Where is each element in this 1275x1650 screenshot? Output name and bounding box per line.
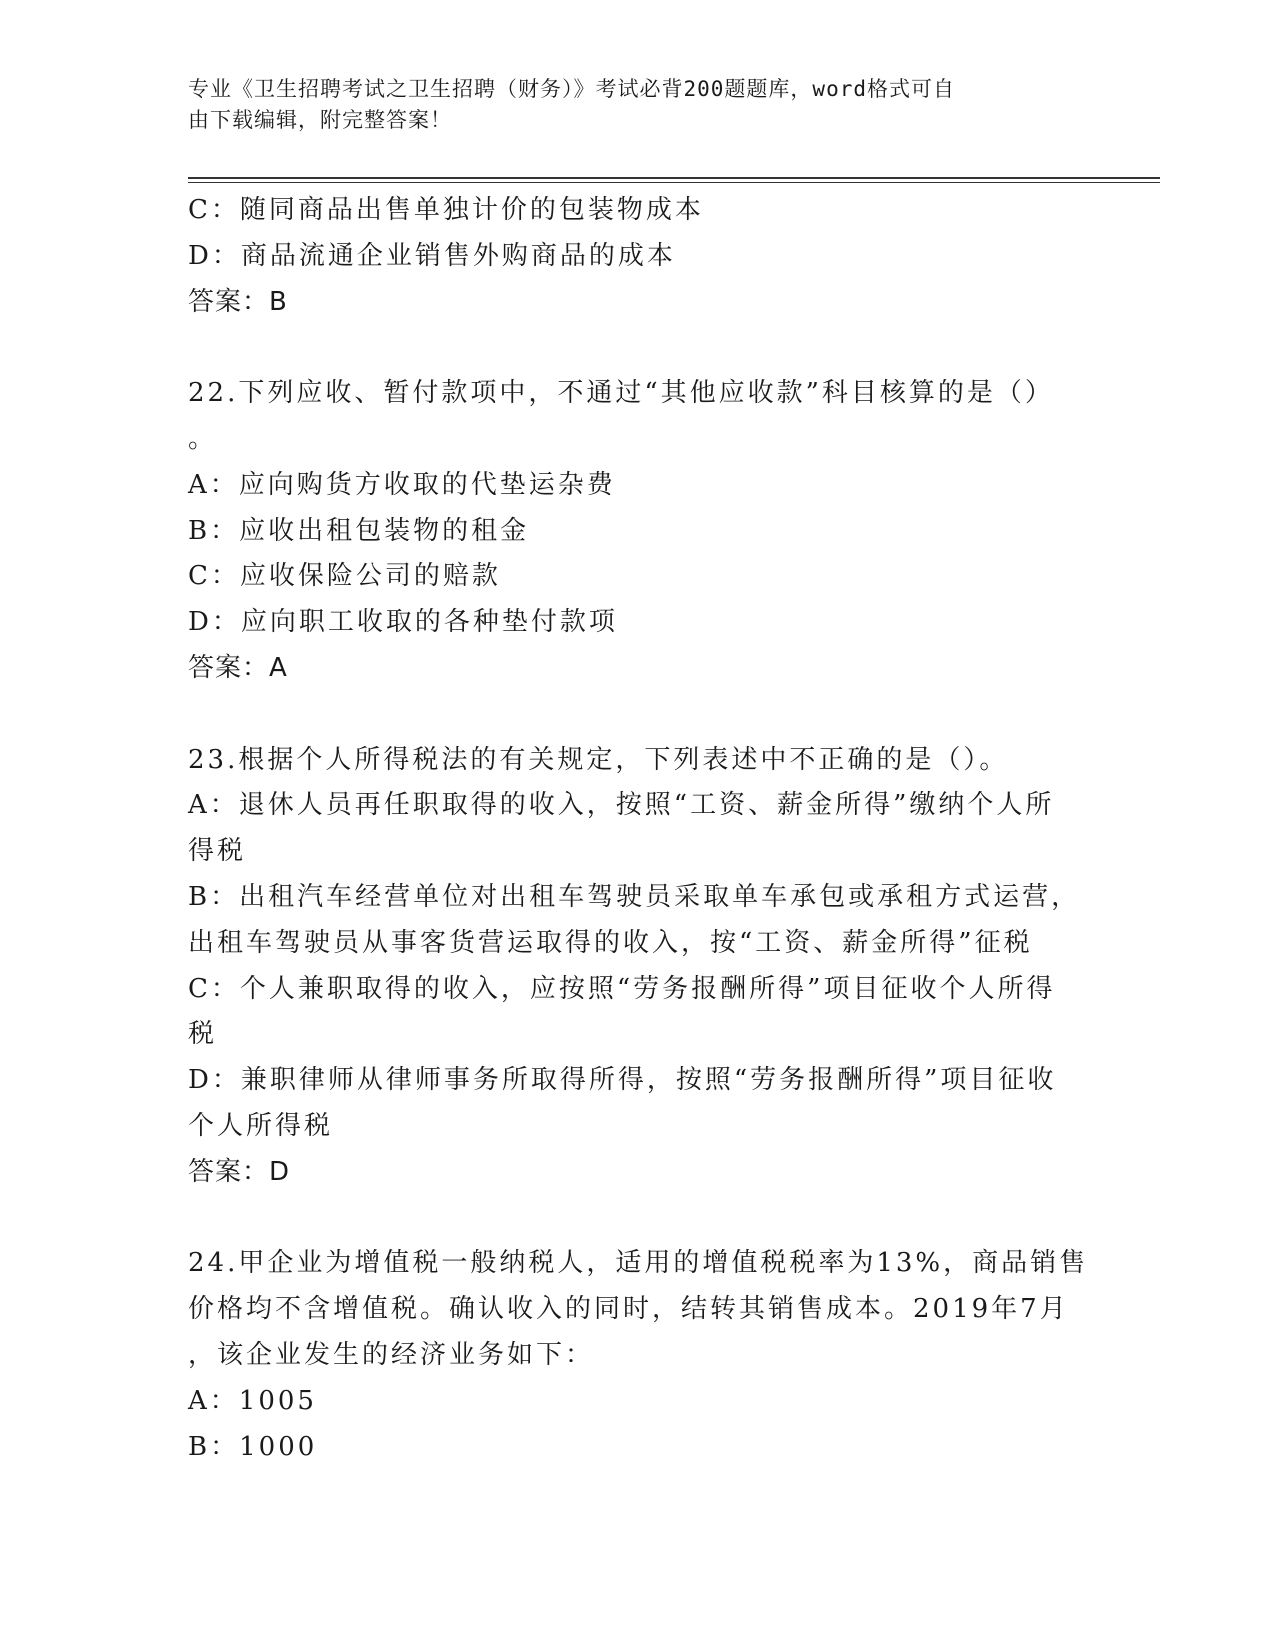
q22-option-b: B：应收出租包装物的租金 bbox=[188, 515, 530, 546]
q22-option-c: C：应收保险公司的赔款 bbox=[188, 561, 501, 592]
header-line-1: 专业《卫生招聘考试之卫生招聘（财务）》考试必背200题题库，word格式可自 bbox=[188, 77, 955, 101]
q23-option-d-line-2: 个人所得税 bbox=[188, 1110, 334, 1141]
header-divider-thin bbox=[188, 182, 1160, 183]
q23-option-b-line-2: 出租车驾驶员从事客货营运取得的收入，按“工资、薪金所得”征税 bbox=[188, 927, 1033, 958]
q21-option-c: C：随同商品出售单独计价的包装物成本 bbox=[188, 195, 704, 225]
q24-stem-line-3: ，该企业发生的经济业务如下： bbox=[188, 1339, 595, 1370]
q21-option-d: D：商品流通企业销售外购商品的成本 bbox=[188, 240, 676, 271]
q21-answer: 答案：B bbox=[188, 286, 288, 317]
q22-answer: 答案：A bbox=[188, 652, 288, 683]
q24-stem-line-1: 24.甲企业为增值税一般纳税人，适用的增值税税率为13%，商品销售 bbox=[188, 1248, 1089, 1279]
q24-option-b: B：1000 bbox=[188, 1431, 318, 1462]
header-divider-thick bbox=[188, 177, 1160, 179]
header-line-2: 由下载编辑，附完整答案！ bbox=[188, 108, 452, 132]
q23-option-d-line-1: D：兼职律师从律师事务所取得所得，按照“劳务报酬所得”项目征收 bbox=[188, 1065, 1057, 1096]
q23-option-a-line-1: A：退休人员再任职取得的收入，按照“工资、薪金所得”缴纳个人所 bbox=[188, 790, 1055, 821]
q24-option-a: A：1005 bbox=[188, 1385, 317, 1416]
q23-stem: 23.根据个人所得税法的有关规定，下列表述中不正确的是（）。 bbox=[188, 744, 1009, 775]
q23-option-c-line-2: 税 bbox=[188, 1019, 218, 1050]
document-body bbox=[188, 188, 1088, 1470]
q23-option-c-line-1: C：个人兼职取得的收入，应按照“劳务报酬所得”项目征收个人所得 bbox=[188, 973, 1056, 1004]
q23-option-b-line-1: B：出租汽车经营单位对出租车驾驶员采取单车承包或承租方式运营， bbox=[188, 881, 1081, 912]
q23-option-a-line-2: 得税 bbox=[188, 836, 247, 867]
spacer bbox=[188, 325, 1088, 371]
q22-stem-line-2: 。 bbox=[188, 423, 218, 454]
q23-answer: 答案：D bbox=[188, 1156, 291, 1187]
q22-option-d: D：应向职工收取的各种垫付款项 bbox=[188, 607, 618, 638]
spacer bbox=[188, 692, 1088, 738]
document-header bbox=[188, 74, 1078, 136]
spacer bbox=[188, 1196, 1088, 1242]
q22-option-a: A：应向购货方收取的代垫运杂费 bbox=[188, 469, 616, 500]
q24-stem-line-2: 价格均不含增值税。确认收入的同时，结转其销售成本。2019年7月 bbox=[188, 1294, 1069, 1325]
q22-stem-line-1: 22.下列应收、暂付款项中，不通过“其他应收款”科目核算的是（） bbox=[188, 378, 1054, 409]
